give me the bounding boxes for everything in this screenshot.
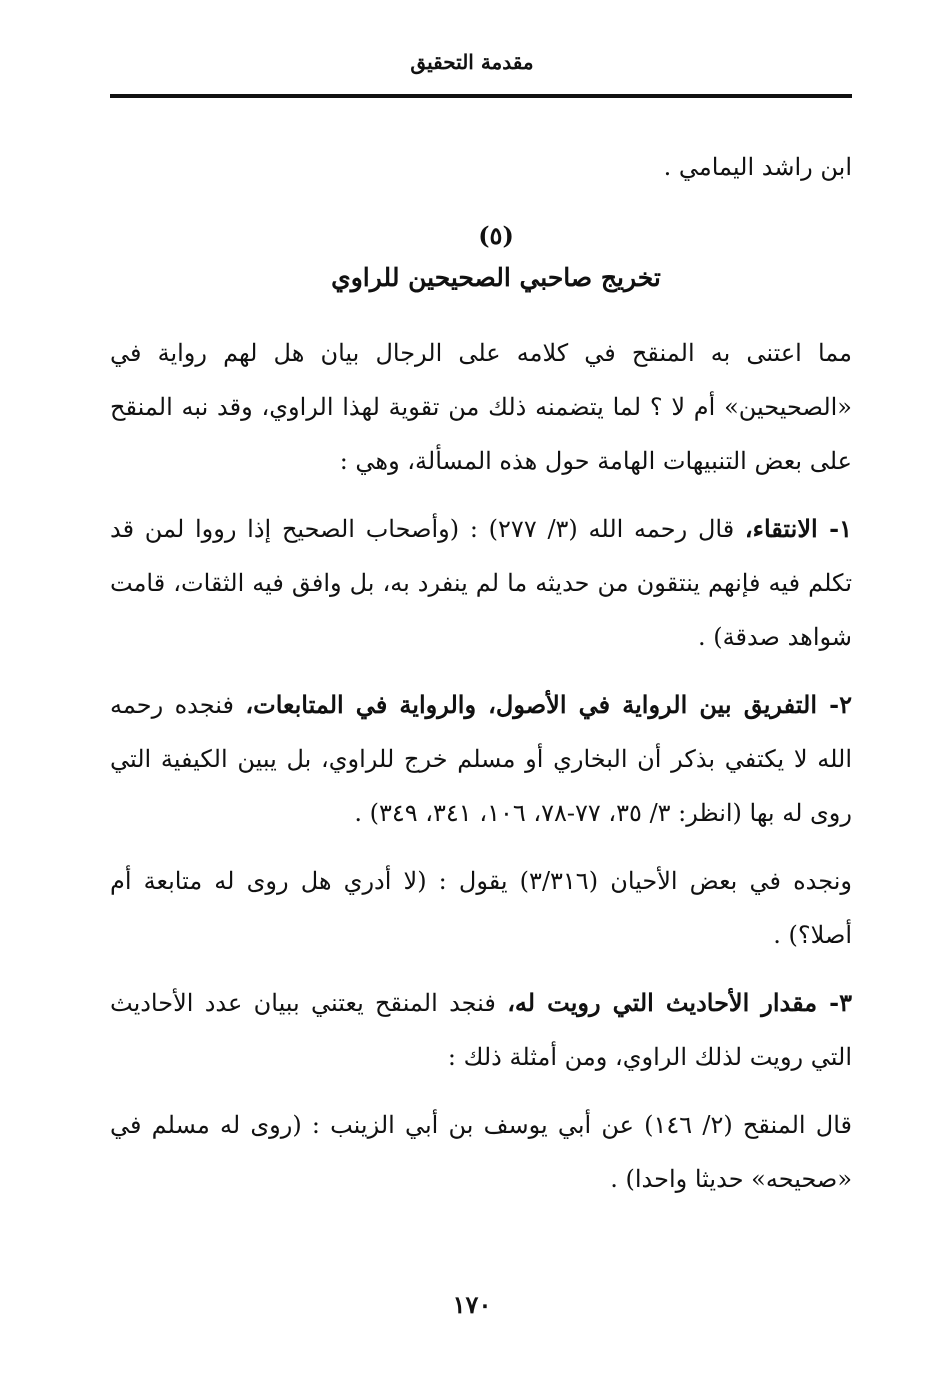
item-3-heading: ٣- مقدار الأحاديث التي رويت له، xyxy=(507,988,853,1017)
running-header: مقدمة التحقيق xyxy=(410,50,534,74)
item-2-text: فنجده رحمه الله لا يكتفي بذكر أن البخاري أو مسلم خرج للراوي، بل يبين الكيفية التي روى له بها (انظر: ٣/ ٣٥، ٧٧-٧٨، ١٠٦، ٣٤١، ٣٤٩) . xyxy=(110,691,852,827)
item-3-text: فنجد المنقح يعتني ببيان عدد الأحاديث التي رويت لذلك الراوي، ومن أمثلة ذلك : xyxy=(110,989,852,1071)
page-number: ١٧٠ xyxy=(452,1290,492,1319)
section-title: تخريج صاحبي الصحيحين للراوي xyxy=(331,263,661,292)
item-1-heading: ١- الانتقاء، xyxy=(744,514,852,543)
item-1-text: قال رحمه الله (٣/ ٢٧٧) : (وأصحاب الصحيح إذا رووا لمن قد تكلم فيه فإنهم ينتقون من حديثه ما لم ينفرد به، بل وافق فيه الثقات، قامت شواهد صدقة) . xyxy=(110,515,852,651)
item-2-paragraph xyxy=(110,678,852,840)
section-number: (٥) xyxy=(478,221,514,250)
example-paragraph: قال المنقح (٢/ ١٤٦) عن أبي يوسف بن أبي الزينب : (روى له مسلم في «صحيحه» حديثا واحدا) . xyxy=(110,1111,852,1193)
item-2-followup-paragraph: ونجده في بعض الأحيان (٣/٣١٦) يقول : (لا أدري هل روى له متابعة أم أصلا؟) . xyxy=(110,867,852,949)
header-rule xyxy=(110,94,852,98)
intro-paragraph: مما اعتنى به المنقح في كلامه على الرجال بيان هل لهم رواية في «الصحيحين» أم لا ؟ لما يتضمنه ذلك من تقوية لهذا الراوي، وقد نبه المنقح على بعض التنبيهات الهامة حول هذه المسألة، وهي : xyxy=(110,339,852,475)
item-1-paragraph xyxy=(110,502,852,664)
item-3-paragraph xyxy=(110,976,852,1084)
carryover-line: ابن راشد اليمامي . xyxy=(663,153,852,181)
item-2-heading: ٢- التفريق بين الرواية في الأصول، والرواية في المتابعات، xyxy=(245,690,852,719)
page-content xyxy=(110,140,852,1220)
